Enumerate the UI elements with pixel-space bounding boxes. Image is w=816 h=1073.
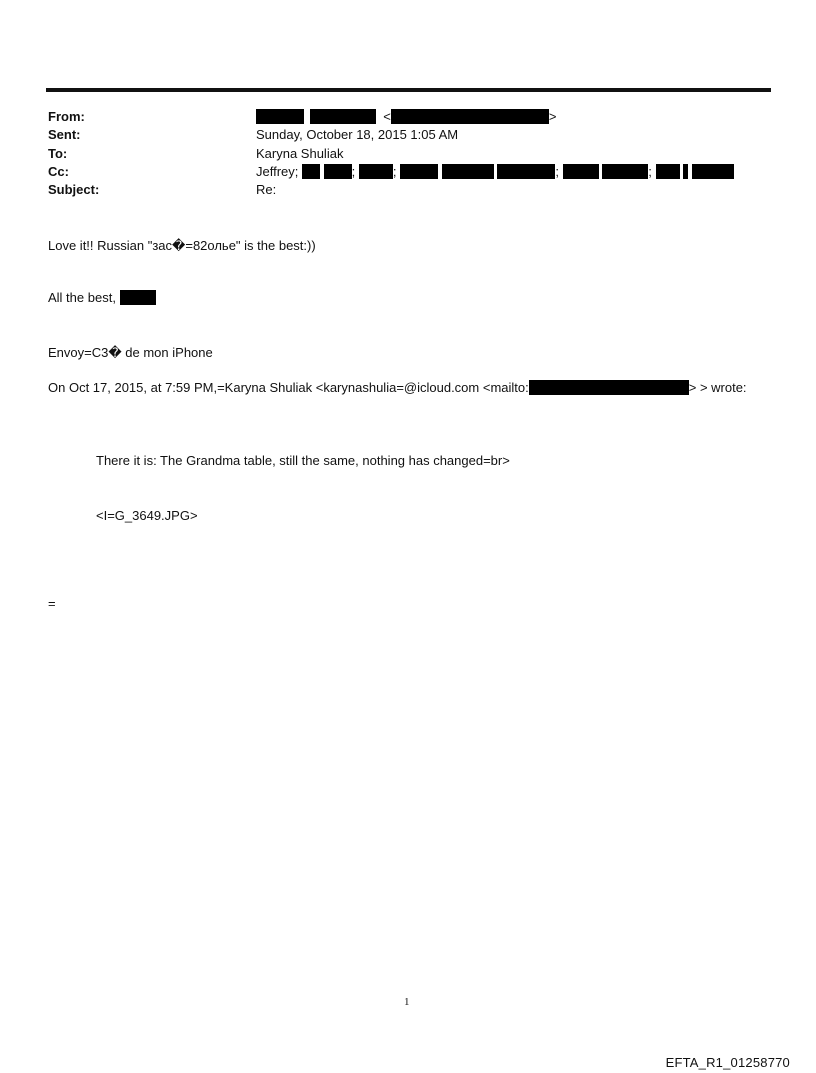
from-close-bracket: > [548,109,557,124]
redaction-block [656,164,680,179]
from-value [256,108,556,125]
attribution-suffix: > > wrote: [688,380,747,395]
attribution-prefix: On Oct 17, 2015, at 7:59 PM,=Karyna Shuliak <karynashulia=@icloud.com <mailto: [48,380,529,395]
cc-value [256,163,734,180]
quoted-attachment: <I=G_3649.JPG> [96,508,198,523]
sent-label: Sent: [48,127,81,142]
redaction-block [497,164,555,179]
body-line-3: Envoy=C3� de mon iPhone [48,345,213,360]
header-rule [46,88,771,92]
redaction-block [359,164,393,179]
subject-label: Subject: [48,182,100,197]
quoted-line-1: There it is: The Grandma table, still the same, nothing has changed=br> [96,453,510,468]
from-open-bracket: < [383,109,391,124]
subject-value: Re: [256,182,277,197]
cc-separator: ; [555,164,560,179]
to-value: Karyna Shuliak [256,146,344,161]
redaction-block [391,109,549,124]
body-line-1: Love it!! Russian "зас�=82олье" is the best:)) [48,238,316,253]
redaction-block [310,109,376,124]
cc-separator: ; [392,164,397,179]
redaction-block [120,290,156,305]
redaction-block [256,109,304,124]
redaction-block [529,380,689,395]
page-number: 1 [404,996,410,1008]
reply-attribution [48,379,747,396]
cc-separator: ; [648,164,652,179]
redaction-block [400,164,438,179]
redaction-block [442,164,494,179]
cc-label: Cc: [48,164,69,179]
redaction-block [692,164,734,179]
signoff-text: All the best, [48,290,116,305]
redaction-block [302,164,320,179]
sent-value: Sunday, October 18, 2015 1:05 AM [256,127,459,142]
to-label: To: [48,146,68,161]
redaction-block [602,164,648,179]
trailing-marker: = [48,596,56,611]
cc-first: Jeffrey; [256,164,299,179]
body-line-2 [48,289,156,306]
bates-number: EFTA_R1_01258770 [665,1055,790,1070]
redaction-block [324,164,352,179]
from-label: From: [48,109,85,124]
redaction-block [683,164,688,179]
cc-separator: ; [351,164,356,179]
redaction-block [563,164,599,179]
